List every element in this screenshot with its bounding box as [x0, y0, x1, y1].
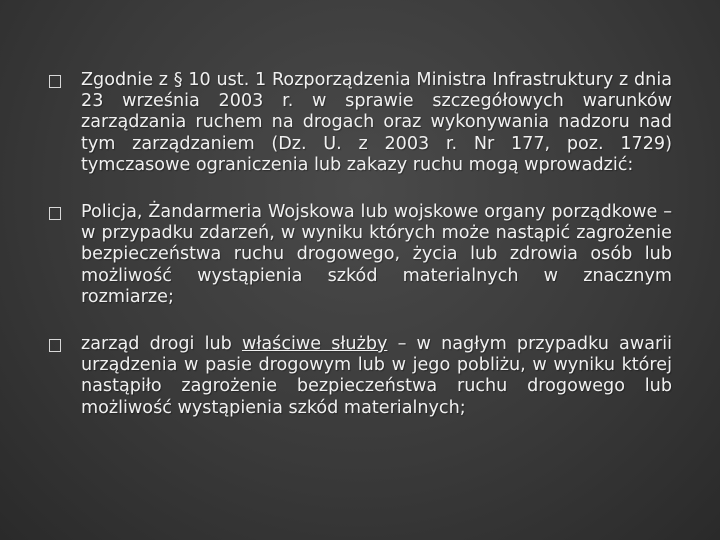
bullet-text [81, 334, 672, 419]
bullet-text: Policja, Żandarmeria Wojskowa lub wojskowe organy porządkowe – w przypadku zdarzeń, w wyniku których może nastąpić zagrożenie bezpieczeństwa ruchu drogowego, życia lub zdrowia osób lub możliwość wystąpienia szkód materialnych w znacznym rozmiarze; [81, 202, 672, 307]
bullet-text-part: – w nagłym przypadku awarii urządzenia w pasie drogowym lub w jego pobliżu, w wyniku której nastąpiło zagrożenie bezpieczeństwa ruchu drogowego lub możliwość wystąpienia szkód materialnych; [81, 334, 672, 418]
bullet-item-police [46, 202, 672, 308]
square-bullet-icon [49, 207, 61, 220]
bullet-text-part: zarząd drogi lub [81, 334, 242, 355]
square-bullet-icon [49, 75, 61, 88]
underlined-term: właściwe służby [241, 334, 388, 355]
bullet-item-regulation [46, 70, 672, 176]
bullet-list [46, 70, 672, 445]
bullet-text: Zgodnie z § 10 ust. 1 Rozporządzenia Ministra Infrastruktury z dnia 23 września 2003 r. w sprawie szczegółowych warunków zarządzania ruchem na drogach oraz wykonywania nadzoru nad tym zarządzaniem (Dz. U. z 2003 r. Nr 177, poz. 1729) tymczasowe ograniczenia lub zakazy ruchu mogą wprowadzić: [81, 70, 672, 175]
square-bullet-icon [49, 339, 61, 352]
bullet-item-road-authority [46, 334, 672, 419]
